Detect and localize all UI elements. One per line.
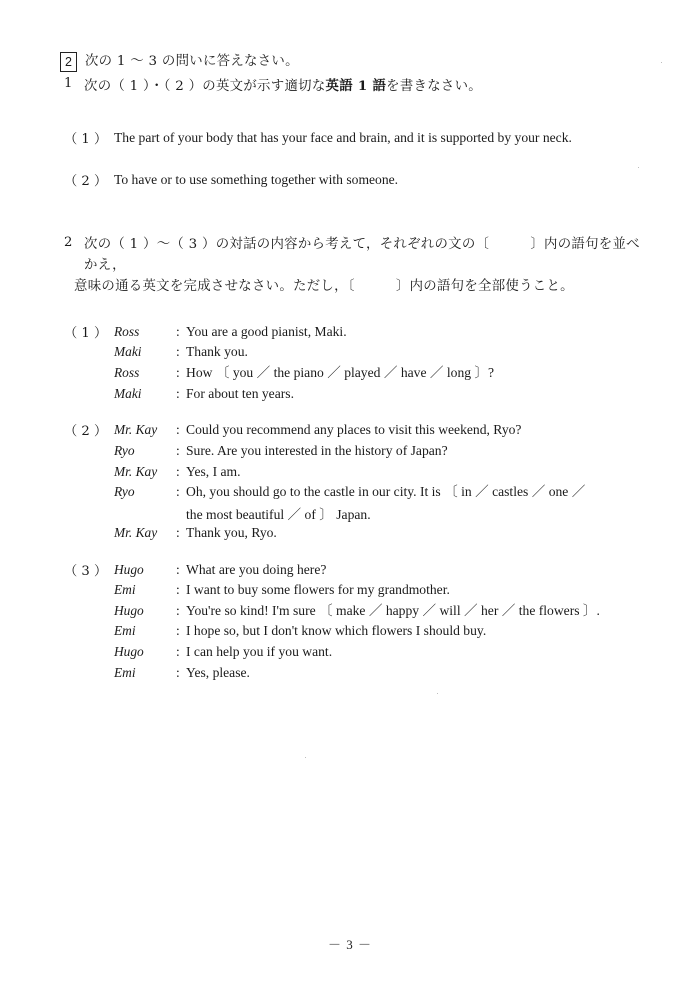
dialogue-text: Thank you, Ryo.	[186, 524, 277, 540]
part1-item-2-label: （ 2 ）	[64, 173, 108, 189]
part1-item-1	[60, 128, 640, 148]
part2-heading	[60, 235, 640, 297]
speaker-name: Emi	[114, 623, 136, 639]
scan-speck	[305, 757, 306, 758]
colon: :	[176, 524, 180, 540]
section-heading	[60, 52, 640, 73]
speaker-name: Mr. Kay	[114, 524, 158, 540]
part2-item-3-label: （ 3 ）	[64, 563, 108, 579]
part1-item-1-text: The part of your body that has your face and brain, and it is supported by your neck.	[114, 129, 572, 145]
page-number: － 3 －	[327, 937, 372, 952]
dialogue-text: Could you recommend any places to visit this weekend, Ryo?	[186, 422, 522, 438]
speaker-name: Emi	[114, 582, 136, 598]
part2-instruction-line1: 次の（ 1 ）～（ 3 ）の対話の内容から考えて，それぞれの文の〔 〕内の語句を並べかえ，	[84, 237, 640, 274]
part1-instruction-b: を書きなさい。	[386, 78, 482, 94]
dialogue-text: Sure. Are you interested in the history of Japan?	[186, 442, 448, 458]
dialogue-text: Oh, you should go to the castle in our city. It is 〔 in ／ castles ／ one ／	[186, 484, 586, 500]
part2-instruction	[74, 235, 640, 297]
dialogue-line	[114, 342, 640, 363]
scan-speck	[661, 62, 662, 63]
part2-item-2-label: （ 2 ）	[64, 424, 108, 440]
dialogue-line	[114, 580, 640, 601]
section-instruction: 次の 1 ～ 3 の問いに答えなさい。	[84, 54, 299, 69]
speaker-name: Emi	[114, 664, 136, 680]
colon: :	[176, 422, 180, 438]
scan-speck	[638, 167, 639, 168]
colon: :	[176, 644, 180, 660]
part2-item-3	[60, 560, 640, 684]
colon: :	[176, 323, 180, 339]
dialogue-line	[114, 482, 640, 503]
part1-instruction-bold: 英語 1 語	[325, 77, 387, 94]
colon: :	[176, 442, 180, 458]
colon: :	[176, 344, 180, 360]
colon: :	[176, 364, 180, 380]
dialogue-text: You're so kind! I'm sure 〔 make ／ happy ／ will ／ her ／ the flowers 〕.	[186, 602, 600, 618]
dialogue-text: Yes, please.	[186, 664, 250, 680]
part2-item-1	[60, 322, 640, 405]
dialogue-line	[114, 441, 640, 462]
colon: :	[176, 385, 180, 401]
dialogue-text: Yes, I am.	[186, 463, 241, 479]
part1-heading	[60, 76, 640, 98]
scan-speck	[437, 693, 438, 694]
speaker-name: Hugo	[114, 561, 144, 577]
speaker-name: Maki	[114, 385, 142, 401]
speaker-name: Ross	[114, 323, 140, 339]
dialogue-line	[114, 322, 640, 343]
section-number-box: 2	[60, 52, 77, 72]
speaker-name: Ryo	[114, 484, 135, 500]
dialogue-text: I want to buy some flowers for my grandmother.	[186, 582, 450, 598]
speaker-name: Ross	[114, 364, 140, 380]
colon: :	[176, 561, 180, 577]
part1-instruction-a: 次の（ 1 ）・（ 2 ）の英文が示す適切な	[84, 78, 326, 94]
part1-instruction	[84, 76, 640, 98]
speaker-name: Maki	[114, 344, 142, 360]
dialogue-line	[114, 363, 640, 384]
part1-item-2	[60, 170, 640, 190]
dialogue-text: What are you doing here?	[186, 561, 327, 577]
dialogue-line	[114, 642, 640, 663]
dialogue-line	[114, 663, 640, 684]
part1-item-2-text: To have or to use something together with someone.	[114, 171, 399, 187]
colon: :	[176, 582, 180, 598]
part2-item-2	[60, 420, 640, 543]
colon: :	[176, 463, 180, 479]
part2-item-3-dialogue	[114, 560, 640, 684]
speaker-name: Mr. Kay	[114, 422, 158, 438]
dialogue-text: How 〔 you ／ the piano ／ played ／ have ／ long 〕?	[186, 364, 495, 380]
dialogue-text: I can help you if you want.	[186, 644, 333, 660]
part2-number: 2	[64, 235, 73, 251]
part2-item-2-dialogue	[114, 420, 640, 543]
speaker-name: Hugo	[114, 644, 144, 660]
dialogue-line	[114, 384, 640, 405]
dialogue-continuation: the most beautiful ／ of 〕 Japan.	[186, 506, 371, 522]
dialogue-text: I hope so, but I don't know which flowers I should buy.	[186, 623, 487, 639]
dialogue-line	[114, 621, 640, 642]
speaker-name: Ryo	[114, 442, 135, 458]
part2-item-1-label: （ 1 ）	[64, 325, 108, 341]
dialogue-line	[114, 523, 640, 544]
dialogue-text: You are a good pianist, Maki.	[186, 323, 347, 339]
dialogue-line	[114, 560, 640, 581]
part1-number: 1	[64, 75, 73, 91]
part2-instruction-line2: 意味の通る英文を完成させなさい。ただし，〔 〕内の語句を全部使うこと。	[74, 278, 574, 294]
colon: :	[176, 623, 180, 639]
dialogue-line	[114, 601, 640, 622]
dialogue-line	[114, 462, 640, 483]
colon: :	[176, 602, 180, 618]
dialogue-line	[114, 420, 640, 441]
dialogue-text: For about ten years.	[186, 385, 294, 401]
colon: :	[176, 664, 180, 680]
part2-item-1-dialogue	[114, 322, 640, 405]
dialogue-text: Thank you.	[186, 344, 248, 360]
speaker-name: Mr. Kay	[114, 463, 158, 479]
colon: :	[176, 484, 180, 500]
speaker-name: Hugo	[114, 602, 144, 618]
part1-item-1-label: （ 1 ）	[64, 131, 108, 147]
